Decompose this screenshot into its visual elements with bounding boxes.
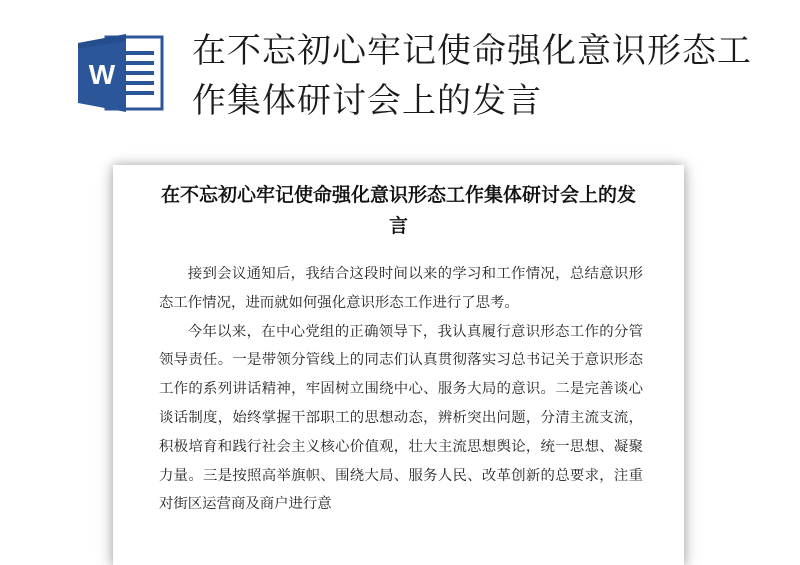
page-title: 在不忘初心牢记使命强化意识形态工作集体研讨会上的发言 (192, 31, 752, 121)
page-header (0, 0, 800, 150)
document-paragraph: 今年以来，在中心党组的正确领导下，我认真履行意识形态工作的分管领导责任。一是带领分管线上的同志们认真贯彻落实习总书记关于意识形态工作的系列讲话精神，牢固树立围绕中心、服务大局的意识。二是完善谈心谈话制度，始终掌握干部职工的思想动态，辨析突出问题，分清主流支流，积极培育和践行社会主义核心价值观，壮大主流思想舆论，统一思想、凝聚力量。三是按照高举旗帜、围绕大局、服务人民、改革创新的总要求，注重对街区运营商及商户进行意 (159, 323, 643, 513)
document-title: 在不忘初心牢记使命强化意识形态工作集体研讨会上的发言 (160, 184, 636, 237)
document-page (113, 165, 684, 565)
word-document-icon (76, 31, 166, 115)
document-body (159, 260, 643, 519)
word-icon-letter: W (88, 59, 116, 90)
document-paragraph: 接到会议通知后，我结合这段时间以来的学习和工作情况，总结意识形态工作情况，进而就如何强化意识形态工作进行了思考。 (159, 266, 643, 311)
